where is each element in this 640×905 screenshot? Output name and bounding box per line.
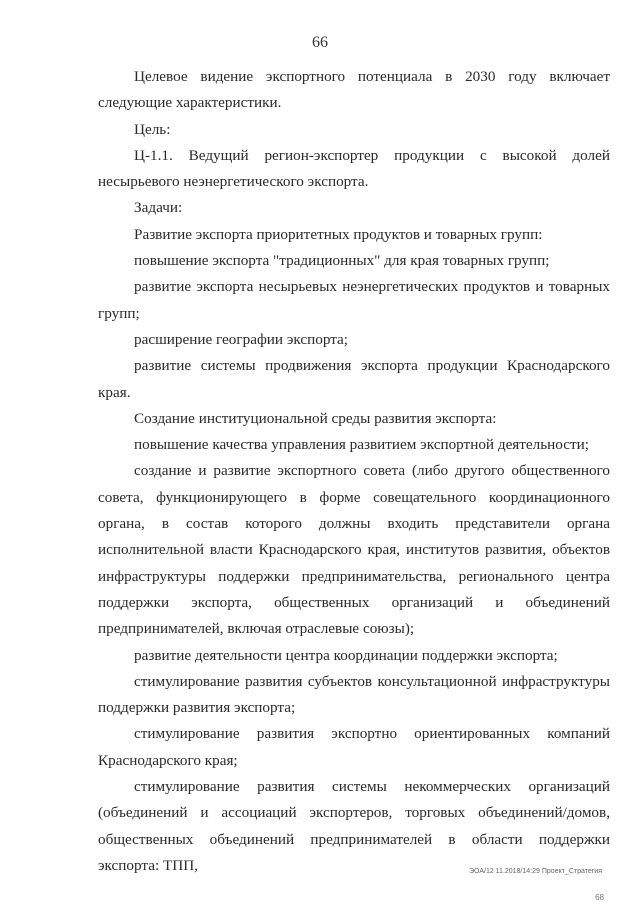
paragraph: развитие экспорта несырьевых неэнергетических продуктов и товарных групп;	[98, 278, 610, 322]
paragraph: Создание институциональной среды развития экспорта:	[134, 409, 497, 427]
paragraph: создание и развитие экспортного совета (либо другого общественного совета, функционирующего в форме совещательного координационного органа, в состав которого должны входить представители органа исполнительной власти Краснодарского края, институтов развития, объектов инфраструктуры поддержки предпринимательства, регионального центра поддержки экспорта, общественных организаций и объединений предпринимателей, включая отраслевые союзы);	[98, 462, 610, 638]
paragraph: повышение качества управления развитием экспортной деятельности;	[134, 436, 590, 454]
paragraph: Ц-1.1. Ведущий регион-экспортер продукции с высокой долей несырьевого неэнергетического экспорта.	[98, 146, 610, 191]
paragraph: Развитие экспорта приоритетных продуктов и товарных групп:	[134, 225, 543, 243]
paragraph: расширение географии экспорта;	[134, 330, 349, 348]
paragraph: стимулирование развития системы некоммерческих организаций (объединений и ассоциаций экспортеров, торговых объединений/домов, общественных объединений предпринимателей в области поддержки экспорта: ТПП,	[98, 778, 610, 874]
paragraph: развитие системы продвижения экспорта продукции Краснодарского края.	[98, 357, 610, 401]
corner-page-number: 68	[595, 893, 604, 902]
paragraph: Задачи:	[134, 199, 183, 217]
paragraph: повышение экспорта "традиционных" для края товарных групп;	[134, 252, 550, 270]
paragraph: Цель:	[134, 120, 171, 138]
paragraph: стимулирование развития субъектов консультационной инфраструктуры поддержки развития экспорта;	[98, 672, 610, 717]
footer-file-label: ЭОА/12 11.2018/14:29 Проект_Стратегия	[469, 868, 602, 875]
document-body	[98, 64, 610, 879]
paragraph: Целевое видение экспортного потенциала в 2030 году включает следующие характеристики.	[98, 68, 610, 112]
page-number: 66	[312, 34, 328, 51]
paragraph: стимулирование развития экспортно ориентированных компаний Краснодарского края;	[98, 725, 610, 769]
paragraph: развитие деятельности центра координации поддержки экспорта;	[134, 646, 558, 664]
